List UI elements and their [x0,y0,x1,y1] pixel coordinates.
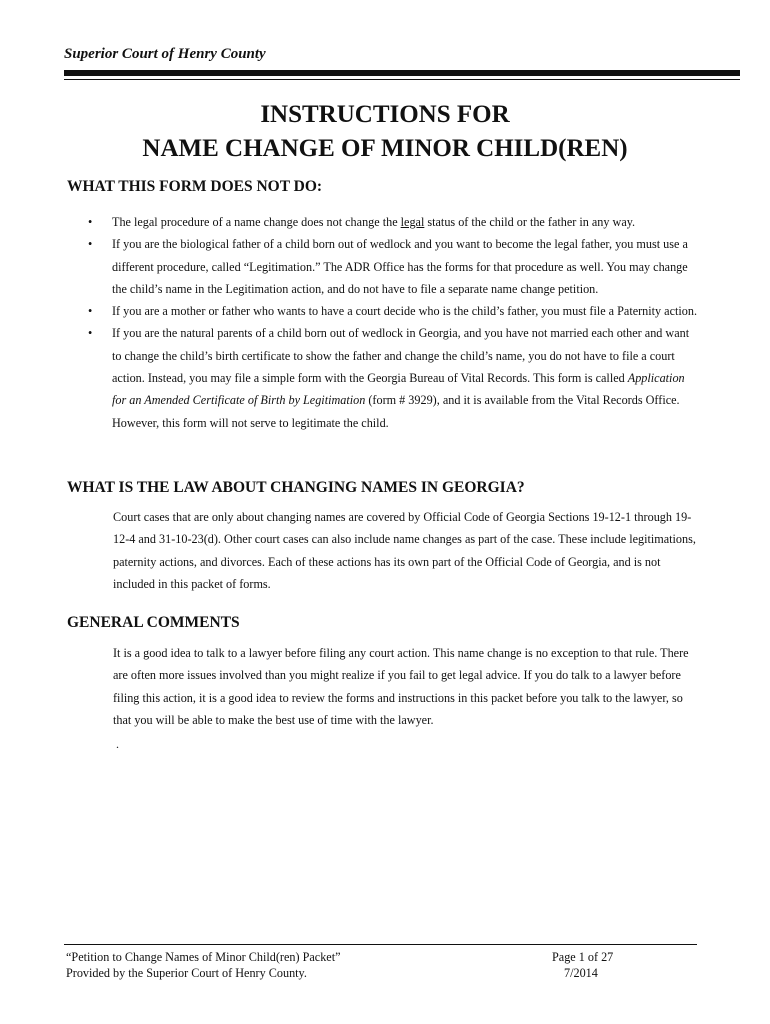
footer-date: 7/2014 [564,966,598,980]
general-comments-paragraph: It is a good idea to talk to a lawyer before filing any court action. This name change is no exception to that rule. There are often more issues involved than you might realize if you fail to get legal advice. If you do talk to a lawyer before filing this action, it is a good idea to review the forms and instructions in this packet before you talk to the lawyer, so that you will be able to make the best use of time with the lawyer. [113,646,689,727]
footer-right [552,949,613,981]
section-heading-general-comments: GENERAL COMMENTS [67,614,240,631]
list-item-text: If you are the biological father of a child born out of wedlock and you want to become the legal father, you must use a different procedure, called “Legitimation.” The ADR Office has the forms for that procedure as well. You may change the child’s name in the Legitimation action, and do not have to file a separate name change petition. [112,237,688,296]
footer-packet-title: “Petition to Change Names of Minor Child(ren) Packet” [66,950,341,964]
stray-mark: . [116,737,119,751]
bullet-icon: • [88,215,93,229]
list-item [67,322,697,433]
list-item [67,300,697,322]
footer-rule [64,944,697,945]
bullet-icon: • [88,237,93,252]
page-number: Page 1 of 27 [552,950,614,964]
court-name-header: Superior Court of Henry County [64,46,266,62]
header-rule-thin [64,79,740,80]
bullet-icon: • [88,326,93,341]
list-item-text-part: status of the child or the father in any way. [424,215,636,229]
document-title-line-1: INSTRUCTIONS FOR [260,101,510,128]
document-title-line-2: NAME CHANGE OF MINOR CHILD(REN) [142,135,628,162]
law-paragraph: Court cases that are only about changing names are covered by Official Code of Georgia Sections 19-12-1 through 19-12-4 and 31-10-23(d). Other court cases can also include name changes as part of the case. These include legitimations, paternity actions, and divorces. Each of these actions has its own part of the Official Code of Georgia, and is not included in this packet of forms. [113,510,696,591]
list-item-text: If you are a mother or father who wants to have a court decide who is the child’s father, you must file a Paternity action. [112,304,697,319]
header-rule [64,70,740,76]
form-title-italic: Application for an Amended Certificate of Birth by Legitimation [112,371,685,408]
list-item [67,233,697,300]
bullet-icon: • [88,304,93,319]
footer-provider: Provided by the Superior Court of Henry County. [66,966,307,980]
section-heading-does-not-do: WHAT THIS FORM DOES NOT DO: [67,178,323,195]
section-heading-law: WHAT IS THE LAW ABOUT CHANGING NAMES IN GEORGIA? [67,479,525,496]
does-not-do-list [67,211,697,434]
list-item-text-part: If you are the natural parents of a child born out of wedlock in Georgia, and you have not married each other and want to change the child’s birth certificate to show the father and change the child’s name, you do not have to file a court action. Instead, you may file a simple form with the Georgia Bureau of Vital Records. This form is called [112,326,690,386]
list-item [67,211,697,233]
underlined-term: legal [400,215,425,229]
footer-left [66,949,341,981]
list-item-text-part: The legal procedure of a name change does not change the [112,215,401,229]
list-item-text-part: (form # 3929), and it is available from the Vital Records Office. However, this form will not serve to legitimate the child. [112,393,680,430]
